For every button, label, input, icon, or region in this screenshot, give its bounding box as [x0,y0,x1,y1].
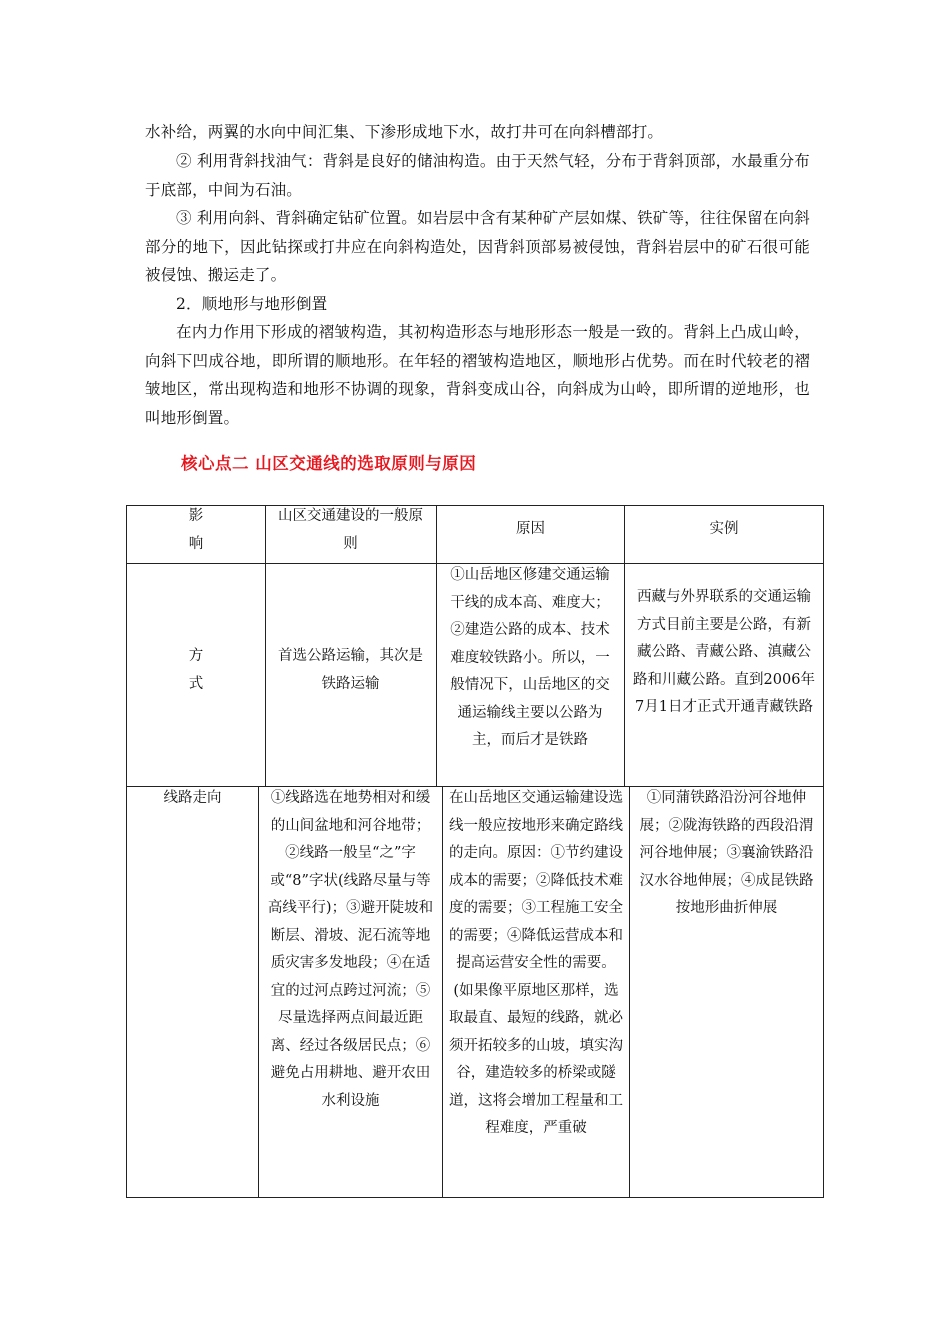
row2-example: ①同蒲铁路沿汾河谷地伸展；②陇海铁路的西段沿渭河谷地伸展；③襄渝铁路沿汉水谷地伸展；④成昆铁路按地形曲折伸展 [639,790,814,916]
header-example: 实例 [709,521,739,537]
header-influence-line2: 响 [188,535,204,552]
subheading-terrain: 2．顺地形与地形倒置 [176,295,328,313]
header-influence [127,503,265,563]
paragraph-mining: ③ 利用向斜、背斜确定钻矿位置。如岩层中含有某种矿产层如煤、铁矿等，往往保留在向斜部分的地下，因此钻探或打井应在向斜构造处，因背斜顶部易被侵蚀，背斜岩层中的矿石很可能被侵蚀、搬运走了。 [145,209,810,284]
header-influence-line1: 影 [188,508,204,524]
paragraph-continuation: 水补给，两翼的水向中间汇集、下渗形成地下水，故打井可在向斜槽部打。 [145,123,664,141]
section-heading: 核心点二 山区交通线的选取原则与原因 [181,454,477,473]
row1-principle: 首选公路运输，其次是铁路运输 [278,648,423,692]
row1-label-line2: 式 [188,675,204,692]
row2-principle: ①线路选在地势相对和缓的山间盆地和河谷地带；②线路一般呈“之”字或“8”字状(线路尽量与等高线平行)；③避开陡坡和断层、滑坡、泥石流等地质灾害多发地段；④在适宜的过河点跨过河流；⑤尽量选择两点间最近距离、经过各级居民点；⑥避免占用耕地、避开农田水利设施 [267,790,434,1109]
header-reason: 原因 [516,521,545,537]
header-principle: 山区交通建设的一般原则 [278,508,423,552]
row2-label: 线路走向 [163,790,222,806]
paragraph-terrain-inversion: 在内力作用下形成的褶皱构造，其初构造形态与地形形态一般是一致的。背斜上凸成山岭，向斜下凹成谷地，即所谓的顺地形。在年轻的褶皱构造地区，顺地形占优势。而在时代较老的褶皱地区，常出现构造和地形不协调的现象，背斜变成山谷，向斜成为山岭，即所谓的逆地形，也叫地形倒置。 [145,323,810,427]
row1-label [127,643,265,703]
paragraph-anticline-oil: ② 利用背斜找油气：背斜是良好的储油构造。由于天然气轻，分布于背斜顶部，水最重分布于底部，中间为石油。 [145,152,810,199]
row1-example: 西藏与外界联系的交通运输方式目前主要是公路，有新藏公路、青藏公路、滇藏公路和川藏公路。直到2006年7月1日才正式开通青藏铁路 [633,589,815,715]
row1-reason: ①山岳地区修建交通运输干线的成本高、难度大；②建造公路的成本、技术难度较铁路小。所以，一般情况下，山岳地区的交通运输线主要以公路为主，而后才是铁路 [450,567,610,748]
row2-reason: 在山岳地区交通运输建设选线一般应按地形来确定路线的走向。原因：①节约建设成本的需要；②降低技术难度的需要；③工程施工安全的需要；④降低运营成本和提高运营安全性的需要。(如果像平原地区那样，选取最直、最短的线路，就必须开拓较多的山坡，填实沟谷，建造较多的桥梁或隧道，这将会增加工程量和工程难度，严重破 [449,790,623,1136]
row1-label-line1: 方 [188,648,204,664]
